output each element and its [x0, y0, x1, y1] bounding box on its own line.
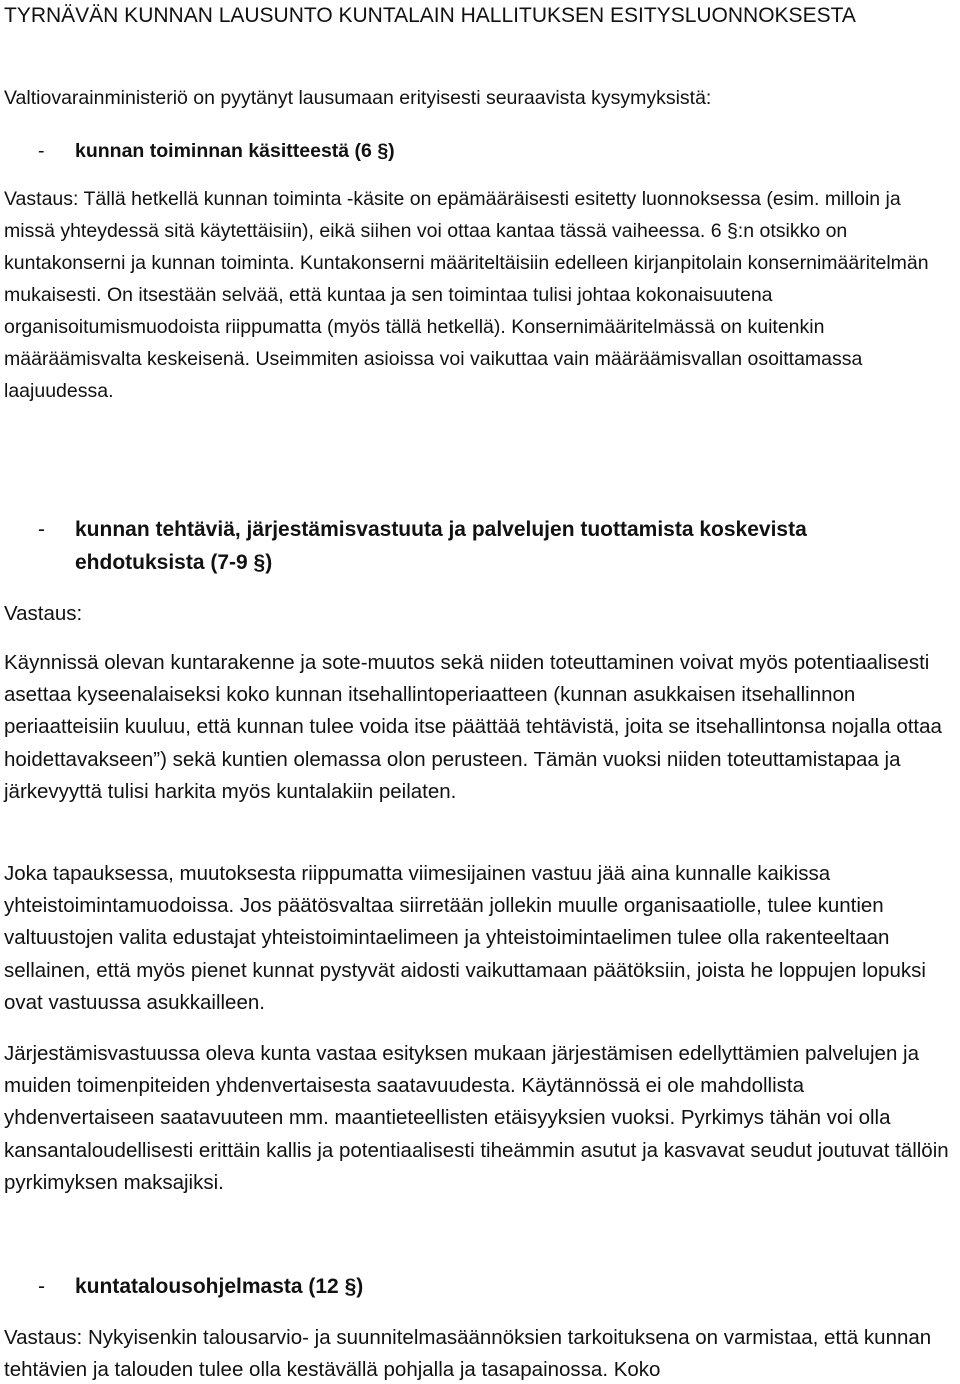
answer-paragraph-1: Vastaus: Tällä hetkellä kunnan toiminta -käsite on epämääräisesti esitetty luonnoksessa (esim. milloin ja missä yhteydessä sitä käytettäisiin), eikä siihen voi ottaa kantaa tässä vaiheessa. 6 §:n otsikko on kuntakonserni ja kunnan toiminta. Kuntakonserni määriteltäisiin edelleen kirjanpitolain konsernimääritelmän mukaisesti. On itsestään selvää, että kuntaa ja sen toimintaa tulisi johtaa kokonaisuutena organisoitumismuodoista riippumatta (myös tällä hetkellä). Konsernimääritelmässä on kuitenkin määräämisvalta keskeisenä. Useimmiten asioissa voi vaikuttaa vain määräämisvallan osoittamassa laajuudessa. [4, 188, 929, 402]
question-heading-3 [38, 1270, 938, 1303]
question-heading-2 [38, 513, 938, 579]
answer-paragraph-2c: Järjestämisvastuussa oleva kunta vastaa esityksen mukaan järjestämisen edellyttämien palvelujen ja muiden toimenpiteiden yhdenvertaisesta saatavuudesta. Käytännössä ei ole mahdollista yhdenvertaiseen saatavuuteen mm. maantieteellisten etäisyyksien vuoksi. Pyrkimys tähän voi olla kansantaloudellisesti erittäin kallis ja potentiaalisesti tiheämmin asutut ja kasvavat seudut joutuvat tällöin pyrkimyksen maksajiksi. [4, 1042, 949, 1194]
question-text: kuntatalousohjelmasta (12 §) [75, 1275, 364, 1298]
question-dash: - [38, 140, 45, 162]
question-text: kunnan toiminnan käsitteestä (6 §) [75, 140, 395, 162]
question-text: kunnan tehtäviä, järjestämisvastuuta ja palvelujen tuottamista koskevista ehdotuksista (7-9 §) [75, 518, 807, 574]
question-dash: - [38, 518, 45, 541]
question-dash: - [38, 1275, 45, 1298]
answer-paragraph-2b: Joka tapauksessa, muutoksesta riippumatta viimesijainen vastuu jää aina kunnalle kaikissa yhteistoimintamuodoissa. Jos päätösvaltaa siirretään jollekin muulle organisaatiolle, tulee kuntien valtuustojen valita edustajat yhteistoimintaelimeen ja yhteistoimintaelimen tulee olla rakenteeltaan sellainen, että myös pienet kunnat pystyvät aidosti vaikuttamaan päätöksiin, joista he loppujen lopuksi ovat vastuussa asukkailleen. [4, 862, 926, 1014]
question-heading-1 [38, 135, 938, 167]
answer-paragraph-3: Vastaus: Nykyisenkin talousarvio- ja suunnitelmasäännöksien tarkoituksena on varmistaa, että kunnan tehtävien ja talouden tulee olla kestävällä pohjalla ja tasapainossa. Koko [4, 1326, 932, 1382]
answer-label: Vastaus: [4, 602, 83, 625]
document-title: TYRNÄVÄN KUNNAN LAUSUNTO KUNTALAIN HALLITUKSEN ESITYSLUONNOKSESTA [4, 4, 856, 27]
answer-paragraph-2a: Käynnissä olevan kuntarakenne ja sote-muutos sekä niiden toteuttaminen voivat myös potentiaalisesti asettaa kyseenalaiseksi koko kunnan itsehallintoperiaatteen (kunnan asukkaisen itsehallinnon periaatteisiin kuuluu, että kunnan tulee voida itse päättää tehtävistä, joita se itsehallintonsa nojalla ottaa hoidettavakseen”) sekä kuntien olemassa olon perusteen. Tämän vuoksi niiden toteuttamistapaa ja järkevyyttä tulisi harkita myös kuntalakiin peilaten. [4, 651, 942, 803]
intro-paragraph: Valtiovarainministeriö on pyytänyt lausumaan erityisesti seuraavista kysymyksistä: [4, 87, 712, 109]
